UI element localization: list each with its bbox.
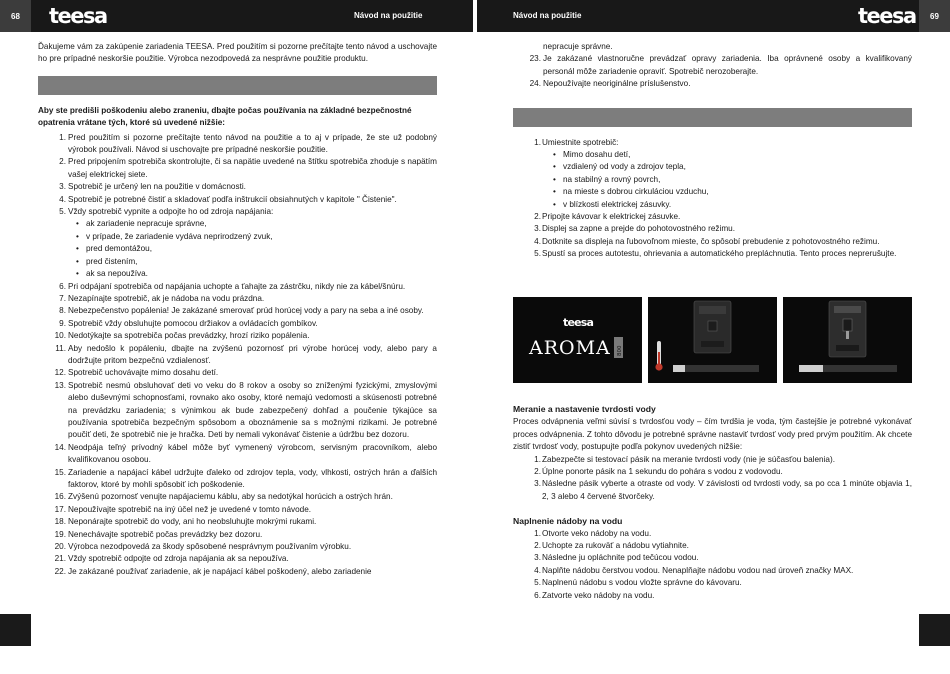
display-screenshots (513, 297, 912, 383)
heating-screen-image (648, 297, 777, 383)
list-item: 16. Zvýšenú pozornosť venujte napájaciemu káblu, aby sa nedotýkal horúcich a ostrých hrán. (54, 492, 393, 502)
list-item: 4. Naplňte nádobu čerstvou vodou. Nenaplňajte nádobu vodou nad úroveň značky MAX. (534, 565, 854, 575)
bullet-item: • ak zariadenie nepracuje správne, (76, 218, 437, 230)
fill-title: Naplnenie nádoby na vodu (513, 516, 623, 527)
list-item: 1. Zabezpečte si testovací pásik na meranie tvrdosti vody (nie je súčasťou balenia). (534, 454, 835, 464)
teesa-logo-left: teesa (49, 4, 107, 28)
list-item: 9. Spotrebič vždy obsluhujte pomocou držiakov a ovládacích gombíkov. (59, 318, 318, 328)
bullet-item: • v prípade, že zariadenie vydáva neprirodzený zvuk, (76, 231, 437, 243)
placement-list (542, 149, 912, 211)
startup-screen-graphic (513, 297, 642, 383)
list-item: 2. Pripojte kávovar k elektrickej zásuvke. (534, 212, 681, 222)
list-item: 15. Zariadenie a napájací kábel udržujte ďaleko od zdrojov tepla, vody, vlhkosti, ostrých hrán a ďalších faktorov, ktoré by mohli spôsobiť ich poškodenie. (54, 467, 437, 489)
installation-list (513, 137, 912, 261)
list-item: 1. Umiestnite spotrebič: • Mimo dosahu detí, • vzdialený od vody a zdrojov tepla, • na stabilný a rovný povrch, • na mieste s dobrou cirkuláciou vzduchu, • v blízkosti elektrickej zásuvky. (513, 137, 912, 211)
list-item: 4. Spotrebič je potrebné čistiť a skladovať podľa inštrukcií obsiahnutých v kapitole " Čistenie". (59, 194, 397, 204)
list-item: 6. Zatvorte veko nádoby na vodu. (534, 590, 655, 600)
right-page-number: 69 (919, 0, 950, 32)
unplug-conditions-list (68, 218, 437, 280)
list-item: 19. Nenechávajte spotrebič počas prevádzky bez dozoru. (54, 529, 263, 539)
section-bar-safety (38, 76, 437, 95)
bullet-item: • vzdialený od vody a zdrojov tepla, (553, 161, 912, 173)
bullet-item: • pred demontážou, (76, 243, 437, 255)
page-header (0, 0, 950, 32)
list-item: 18. Neponárajte spotrebič do vody, ani ho neobsluhujte mokrými rukami. (54, 517, 317, 527)
list-item: 12. Spotrebič uchovávajte mimo dosahu detí. (54, 368, 219, 378)
rinse-screen-graphic (783, 297, 912, 383)
hardness-title: Meranie a nastavenie tvrdosti vody (513, 404, 656, 414)
list-item: 11. Aby nedošlo k popáleniu, dbajte na zvýšenú pozornosť pri výrobe horúcej vody, alebo pary a dodržujte pritom bezpečnú vzdialenosť. (55, 343, 437, 365)
heating-screen-graphic (648, 297, 777, 383)
rinse-screen-image (783, 297, 912, 383)
list-item: 5. Vždy spotrebič vypnite a odpojte ho od zdroja napájania: • ak zariadenie nepracuje správne, • v prípade, že zariadenie vydáva neprirodzený zvuk, • pred demontážou, • pred čistením, • ak sa nepoužíva. (38, 206, 437, 280)
right-page-content (513, 41, 912, 261)
screen-model-number: 800 (617, 345, 623, 356)
list-item: 7. Nezapínajte spotrebič, ak je nádoba na vodu prázdna. (59, 293, 265, 303)
list-item: 21. Vždy spotrebič odpojte od zdroja napájania ak sa nepoužíva. (54, 554, 289, 564)
list-item: 5. Naplnenú nádobu s vodou vložte správne do kávovaru. (534, 578, 742, 588)
list-item: 22. Je zakázané používať zariadenie, ak je napájací kábel poškodený, alebo zariadenie (54, 566, 372, 576)
safety-heading: Aby ste predišli poškodeniu alebo zraneniu, dbajte počas používania na základné bezpečnostné opatrenia vrátane tých, ktoré sú uvedené nižšie: (38, 105, 412, 128)
list-item: 20. Výrobca nezodpovedá za škody spôsobené nesprávnym používaním výrobku. (54, 542, 352, 552)
left-page-number: 68 (0, 0, 31, 32)
bullet-item: • na mieste s dobrou cirkuláciou vzduchu, (553, 186, 912, 198)
list-item: 23. Je zakázané vlastnoručne prevádzať opravy zariadenia. Iba oprávnené osoby a kvalifikovaný personál môže zariadenie opraviť. Spotrebič nerozoberajte. (529, 54, 912, 76)
left-header-title: Návod na použitie (354, 11, 423, 20)
startup-screen-image (513, 297, 642, 383)
hardness-paragraph: Proces odvápnenia veľmi súvisí s tvrdosťou vody – čím tvrdšia je voda, tým častejšie je potrebné vykonávať proces odvápnenia. Z tohto dôvodu je potrebné správne nastaviť tvrdosť vody pred prvým použitím. Ak chcete zistiť tvrdosť vody, postupujte podľa pokynov uvedených nižšie: (513, 417, 912, 452)
right-footer-tab (919, 614, 950, 646)
section-bar-installation (513, 108, 912, 127)
list-item: 14. Neodpája teľný prívodný kábel môže byť vymenený výrobcom, servisným pracovníkom, alebo kvalifikovanou osobou. (54, 442, 437, 465)
teesa-logo-right: teesa (858, 4, 916, 28)
list-item: 2. Pred pripojením spotrebiča skontrolujte, či sa napätie uvedené na štítku spotrebiča zhoduje s napätím vašej elektrickej siete. (59, 157, 437, 179)
continued-text: nepracuje správne. (543, 42, 613, 51)
water-hardness-section (513, 403, 912, 602)
intro-paragraph: Ďakujeme vám za zakúpenie zariadenia TEESA. Pred použitím si pozorne prečítajte tento návod a uschovajte ho pre prípadné neskoršie použitie. Výrobca nezodpovedá za nesprávne použitie produktu. (38, 42, 437, 64)
list-item: 8. Nebezpečenstvo popálenia! Je zakázané smerovať prúd horúcej vody a pary na seba a iné osoby. (59, 306, 424, 316)
list-item: 3. Displej sa zapne a prejde do pohotovostného režimu. (534, 224, 735, 234)
list-item: 5. Spustí sa proces autotestu, ohrievania a automatického prepláchnutia. Tento proces neprerušujte. (534, 249, 897, 259)
bullet-item: • na stabilný a rovný povrch, (553, 174, 912, 186)
screen-brand: teesa (563, 316, 594, 329)
left-footer-tab (0, 614, 31, 646)
right-header-title: Návod na použitie (513, 11, 582, 20)
list-item: 10. Nedotýkajte sa spotrebiča počas prevádzky, hrozí riziko popálenia. (54, 331, 310, 341)
list-item: 1. Otvorte veko nádoby na vodu. (534, 528, 652, 538)
screen-product-name: AROMA (529, 337, 611, 359)
bullet-item: • ak sa nepoužíva. (76, 268, 437, 280)
list-item: 24. Nepoužívajte neoriginálne príslušenstvo. (529, 79, 691, 89)
list-item: 17. Nepoužívajte spotrebič na iný účel než je uvedené v tomto návode. (54, 504, 312, 514)
list-item: 6. Pri odpájaní spotrebiča od napájania uchopte a ťahajte za zástrčku, nikdy nie za kábel/šnúru. (59, 281, 406, 291)
list-item: 2. Uchopte za rukoväť a nádobu vytiahnite. (534, 541, 689, 551)
hardness-steps (513, 454, 912, 504)
bullet-item: • v blízkosti elektrickej zásuvky. (553, 199, 912, 211)
bullet-item: • Mimo dosahu detí, (553, 149, 912, 161)
list-item: 3. Spotrebič je určený len na použitie v domácnosti. (59, 182, 246, 192)
left-page-content (38, 41, 437, 578)
safety-list (38, 132, 437, 579)
list-item: 3. Následne pásik vyberte a otraste od vody. V závislosti od tvrdosti vody, sa po cca 1 minúte objavia 1, 2, 3 alebo 4 červené štvorčeky. (534, 479, 912, 501)
list-item: 13. Spotrebič nesmú obsluhovať deti vo veku do 8 rokov a osoby so zníženými fyzickými, zmyslovými alebo duševnými schopnosťami, rovnako ako osoby, ktoré nemajú vedomosti a skúsenosti potrebné na prevádzku zariadenia; s výnimkou ak bude zabezpečený dohľad a poučenie týkajúce sa používania spotrebiča bezpečným spôsobom a oboznámenie sa s možnými rizikami. Je potrebné poučiť deti, že spotrebič nie je hračka. Deti by nemali vykonávať čistenie a údržbu bez dozoru. (54, 380, 437, 440)
fill-steps (513, 528, 912, 602)
list-item: 4. Dotknite sa displeja na ľubovoľnom mieste, čo spôsobí prebudenie z pohotovostného režimu. (534, 236, 880, 246)
safety-list-continued (513, 53, 912, 90)
list-item: 3. Následne ju opláchnite pod tečúcou vodou. (534, 553, 699, 563)
list-item: 1. Pred použitím si pozorne prečítajte tento návod na použitie a to aj v prípade, že ste už podobný výrobok používali. Návod si uschovajte pre prípadné neskoršie použitie. (59, 132, 437, 155)
bullet-item: • pred čistením, (76, 256, 437, 268)
list-item: 2. Úplne ponorte pásik na 1 sekundu do pohára s vodou z vodovodu. (534, 467, 783, 477)
